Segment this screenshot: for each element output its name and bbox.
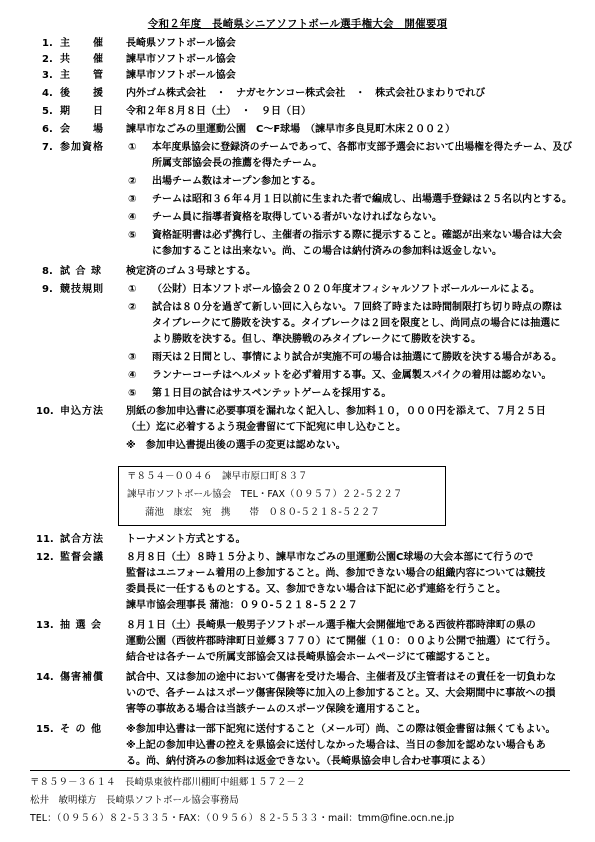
item-mark: ⑤	[128, 388, 137, 399]
footer-divider	[30, 770, 570, 771]
section-number: 15.	[36, 724, 54, 735]
section-number: 6.	[42, 124, 53, 135]
section-5	[0, 104, 595, 120]
item-mark: ③	[128, 194, 137, 205]
item-text: 本年度県協会に登録済のチームであって、各都市支部予選会において出場権を得たチーム、及び	[152, 142, 573, 153]
section-text: （土）迄に必着するよう現金書留にて下記宛に申し込むこと。	[126, 422, 406, 433]
section-value: 長崎県ソフトボール協会	[126, 38, 236, 49]
section-value: 諫早市ソフトボール協会	[126, 54, 236, 65]
section-text: 害等の事故ある場合は当該チームのスポーツ保険を適用すること。	[126, 704, 426, 715]
section-number: 7.	[42, 142, 53, 153]
footer-office: 松井 敏明様方 長崎県ソフトボール協会事務局	[30, 795, 239, 806]
section-text: 運動公園（西彼杵郡時津町日並郷３７７０）にて開催（１０：００より公開で抽選）にて行う。	[126, 636, 556, 647]
page-title-text: 令和２年度 長崎県シニアソフトボール選手権大会 開催要項	[147, 18, 448, 30]
item-mark: ④	[128, 370, 137, 381]
section-3	[0, 68, 595, 84]
section-number: 13.	[36, 620, 54, 631]
section-number: 3.	[42, 70, 53, 81]
item-mark: ②	[128, 176, 137, 187]
section-number: 1.	[42, 38, 53, 49]
item-text: 所属支部協会長の推薦を得たチーム。	[152, 158, 323, 169]
page-title	[0, 16, 595, 31]
section-label: 抽 選 会	[60, 620, 102, 631]
section-value: 内外ゴム株式会社 ・ ナガセケンコー株式会社 ・ 株式会社ひまわりでれび	[126, 88, 486, 99]
section-number: 4.	[42, 88, 53, 99]
item-mark: ③	[128, 352, 137, 363]
section-note: ※ 参加申込書提出後の選手の変更は認めない。	[126, 440, 346, 451]
item-text: タイブレークにて勝敗を決する。タイブレークは２回を限度とし、尚同点の場合には抽選に	[152, 318, 561, 329]
section-label: 傷害補償	[60, 672, 104, 683]
box-line: 諫早市ソフトボール協会 TEL・FAX（０９５７）２２-５２２７	[127, 489, 403, 500]
item-mark: ⑤	[128, 230, 137, 241]
section-text: 試合中、又は参加の途中において傷害を受けた場合、主催者及び主管者はその責任を一切負わな	[126, 672, 556, 683]
section-text: ８月８日（土）８時１５分より、諫早市なごみの里運動公園C球場の大会本部にて行うので	[126, 552, 534, 563]
section-value: 検定済のゴム３号球とする。	[126, 266, 256, 277]
section-number: 14.	[36, 672, 54, 683]
section-number: 9.	[42, 284, 53, 295]
item-text: チームは昭和３６年４月１日以前に生まれた者で編成し、出場選手登録は２５名以内とする。	[152, 194, 572, 205]
section-label: 共 催	[60, 54, 104, 65]
section-label: 会 場	[60, 124, 104, 135]
section-text: ※参加申込書は一部下記宛に送付すること（メール可）尚、この際は領金書留は無くてもよい。	[126, 724, 556, 735]
section-label: 期 日	[60, 106, 104, 117]
section-text: ※上記の参加申込書の控えを県協会に送付しなかった場合は、当日の参加を認めない場合もあ	[126, 740, 546, 751]
section-number: 5.	[42, 106, 53, 117]
section-2	[0, 52, 595, 68]
section-label: 申込方法	[60, 406, 104, 417]
section-label: 主 管	[60, 70, 104, 81]
item-text: に参加することは出来ない。尚、この場合は納付済みの参加料は返金しない。	[152, 246, 502, 257]
section-text: 別紙の参加申込書に必要事項を漏れなく記入し、参加料１０，０００円を添えて、７月２５日	[126, 406, 546, 417]
section-label: 主 催	[60, 38, 104, 49]
address-box	[118, 466, 446, 526]
section-4	[0, 86, 595, 102]
section-text: 結合せは各チームで所属支部協会又は長崎県協会ホームページにて確認すること。	[126, 652, 496, 663]
section-text: る。尚、納付済みの参加料は返金できない。（長崎県協会申し合わせ事項による）	[126, 756, 491, 767]
item-mark: ④	[128, 212, 137, 223]
section-value: トーナメント方式とする。	[126, 534, 246, 545]
section-number: 12.	[36, 552, 54, 563]
section-label: 監督会議	[60, 552, 104, 563]
item-text: ランナーコーチはヘルメットを必ず着用する事。又、金属製スパイクの着用は認めない。	[152, 370, 552, 381]
item-text: より勝敗を決する。但し、準決勝戦のみタイブレークにて勝敗を決する。	[152, 334, 482, 345]
item-text: チーム員に指導者資格を取得している者がいなければならない。	[152, 212, 442, 223]
section-1	[0, 36, 595, 52]
section-number: 8.	[42, 266, 53, 277]
item-text: （公財）日本ソフトボール協会２０２０年度オフィシャルソフトボールルールによる。	[152, 284, 540, 295]
section-number: 10.	[36, 406, 54, 417]
item-text: 出場チーム数はオープン参加とする。	[152, 176, 322, 187]
section-label: 競技規則	[60, 284, 104, 295]
section-label: そ の 他	[60, 724, 102, 735]
section-6	[0, 122, 595, 138]
section-text: 諫早市協会理事長 蒲池：０９０-５２１８-５２２７	[126, 600, 358, 611]
box-line: 〒８５４－００４６ 諫早市原口町８３７	[127, 471, 308, 482]
section-label: 試合方法	[60, 534, 104, 545]
section-text: 監督はユニフォーム着用の上参加すること。尚、参加できない場合の組織内容については競技	[126, 568, 546, 579]
section-label: 参加資格	[60, 142, 104, 153]
section-value: 諫早市なごみの里運動公園 C～F球場 （諫早市多良見町木床２００２）	[126, 124, 456, 135]
item-text: 試合は８０分を過ぎて新しい回に入らない。７回終了時または時間制限打ち切り時点の際は	[152, 302, 562, 313]
section-value: 諫早市ソフトボール協会	[126, 70, 236, 81]
section-text: ８月１日（土）長崎県一般男子ソフトボール選手権大会開催地である西彼杵郡時津町の県の	[126, 620, 536, 631]
item-text: 第１日目の試合はサスペンテットゲームを採用する。	[152, 388, 392, 399]
item-mark: ②	[128, 302, 137, 313]
footer-address: 〒８５９－３６１４ 長崎県東彼杵郡川棚町中組郷１５７２－２	[30, 777, 306, 788]
section-value: 令和２年８月８日（土） ・ ９日（日）	[126, 106, 311, 117]
section-8	[0, 264, 595, 280]
section-11	[0, 532, 595, 548]
section-label: 試 合 球	[60, 266, 102, 277]
item-mark: ①	[128, 142, 137, 153]
section-label: 後 援	[60, 88, 104, 99]
item-text: 資格証明書は必ず携行し、主催者の指示する際に提示すること。確認が出来ない場合は大会	[152, 230, 562, 241]
item-mark: ①	[128, 284, 137, 295]
section-number: 11.	[36, 534, 54, 545]
section-number: 2.	[42, 54, 53, 65]
footer-contact: TEL：（０９５６）８２-５３３５・FAX：（０９５６）８２-５５３３・mail：tmm@fine.ocn.ne.jp	[30, 813, 455, 824]
box-line: 蒲池 康宏 宛 携 帯 ０８０-５２１８-５２２７	[145, 507, 380, 518]
section-text: 委員長に一任するものとする。又、参加できない場合は下記に必ず連絡を行うこと。	[126, 584, 506, 595]
section-text: いので、各チームはスポーツ傷害保険等に加入の上参加すること。又、大会期間中に事故への損	[126, 688, 556, 699]
item-text: 雨天は２日間とし、事情により試合が実施不可の場合は抽選にて勝敗を決する場合がある。	[152, 352, 562, 363]
